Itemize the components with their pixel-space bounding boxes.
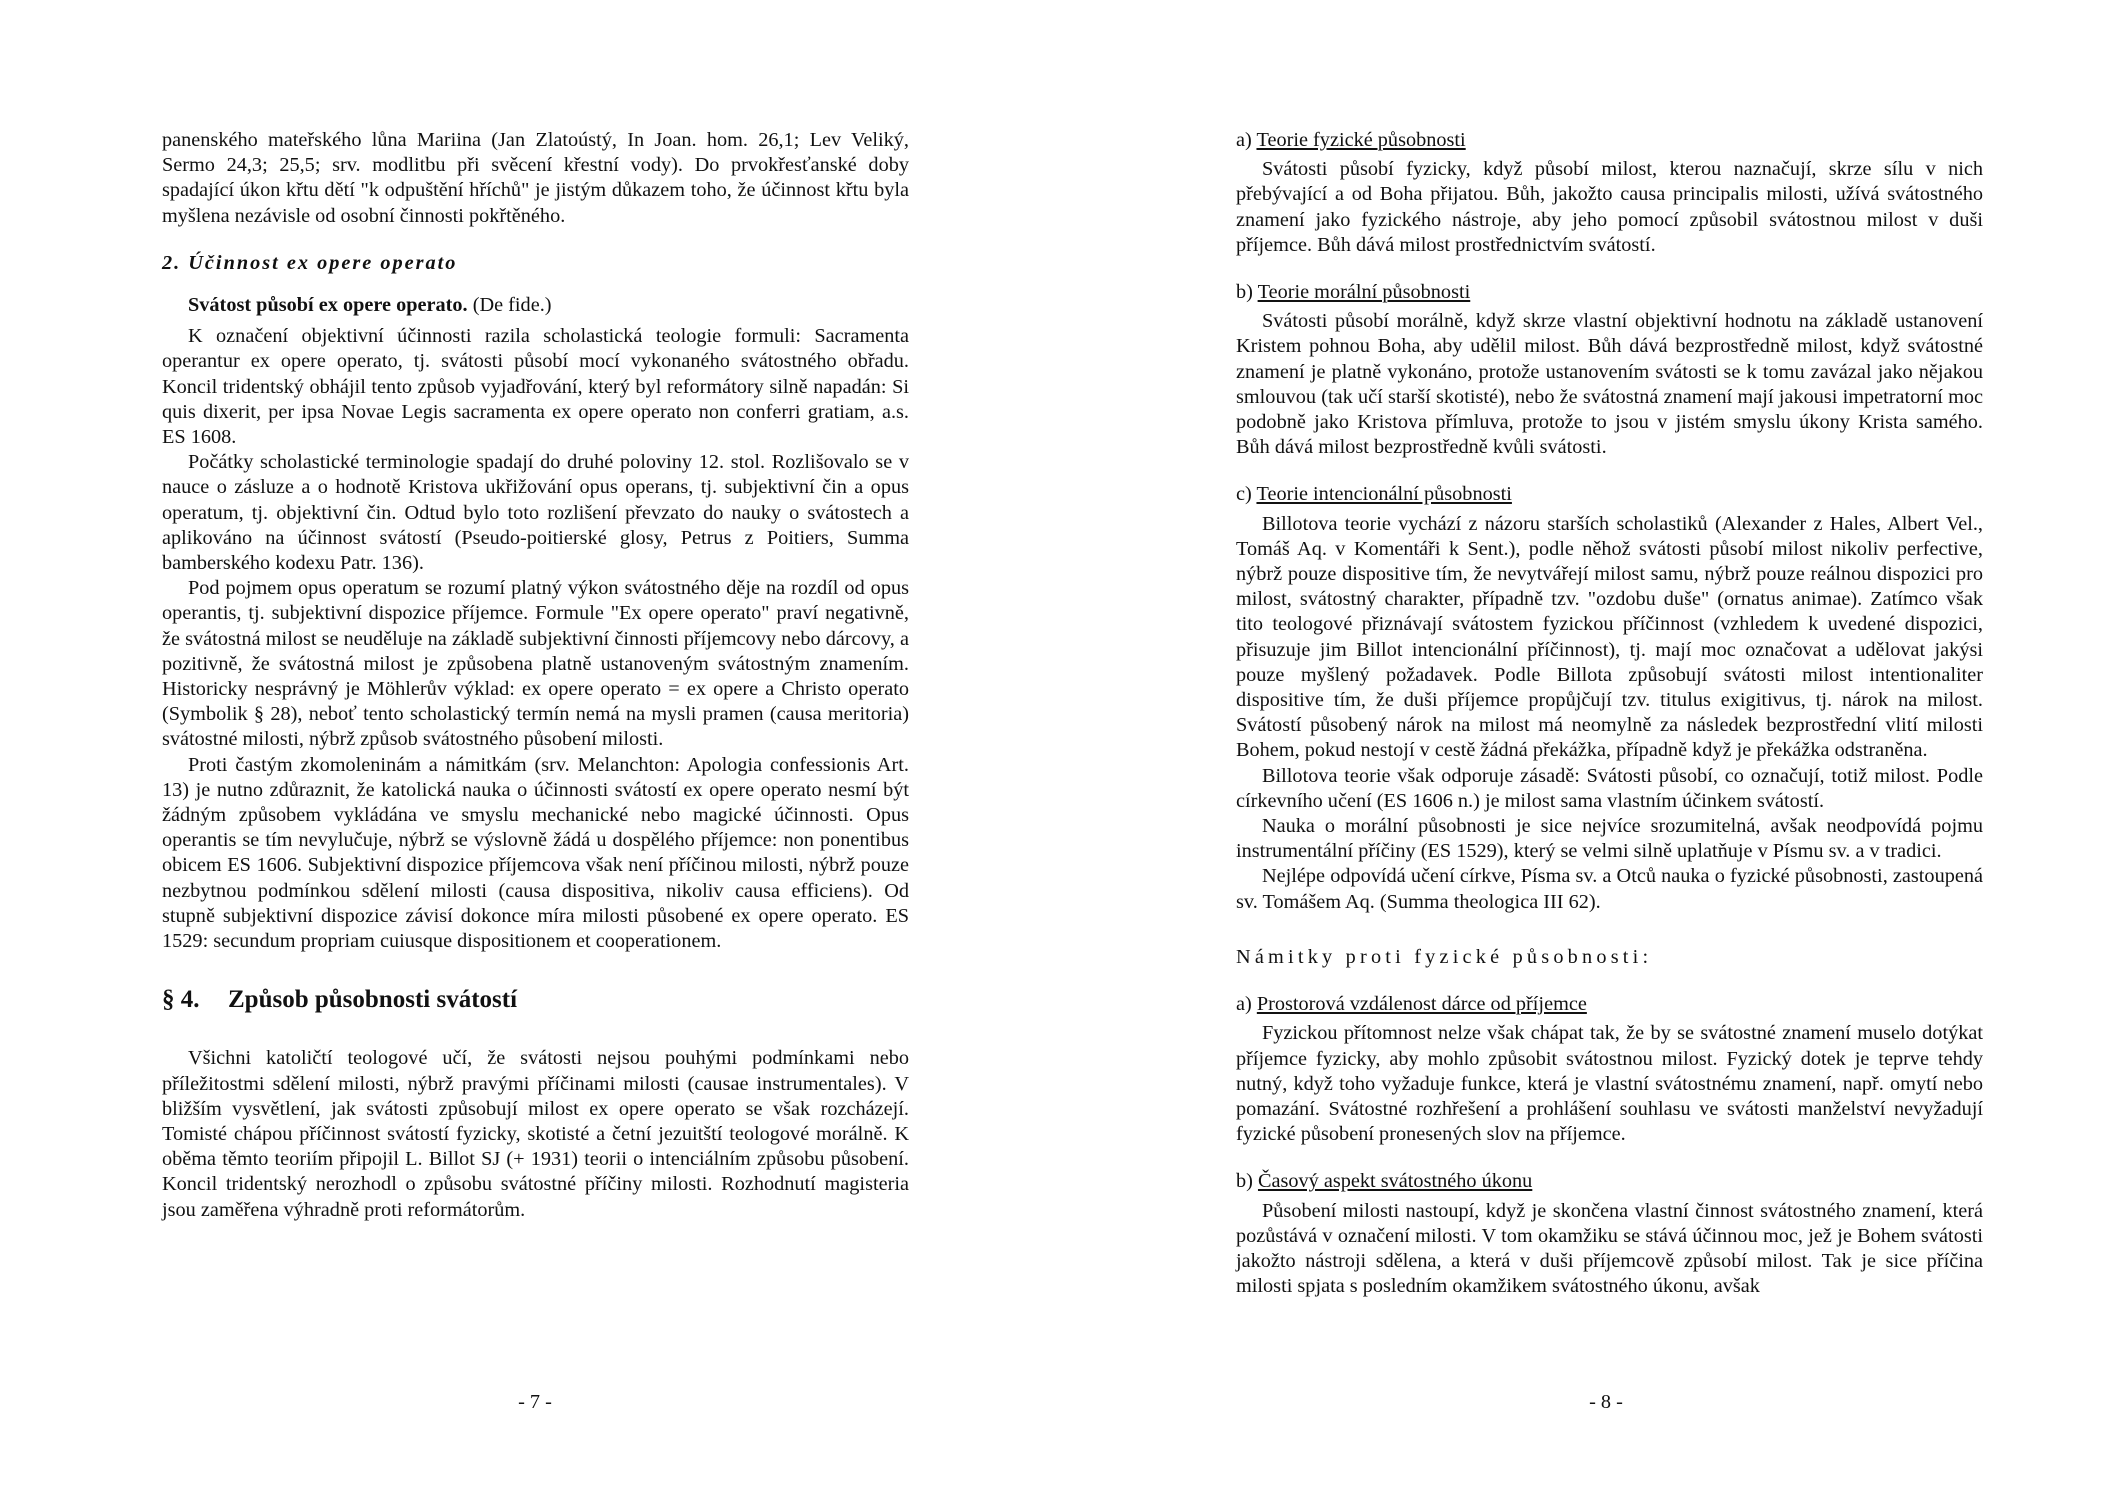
theory-b-heading xyxy=(1236,280,1983,305)
objection-b-heading xyxy=(1236,1169,1983,1194)
paragraph: Počátky scholastické terminologie spadají do druhé poloviny 12. stol. Rozlišovalo se v nauce o zásluze a o hodnotě Kristova ukřižování opus operans, tj. subjektivní čin a opus operatum, tj. objektivní čin. Odtud bylo toto rozlišení převzato do nauky o svátostech a aplikováno na účinnost svátostí (Pseudo-poitierské glosy, Petrus z Poitiers, Summa bamberského kodexu Patr. 136). xyxy=(162,451,909,575)
paragraph: Pod pojmem opus operatum se rozumí platný výkon svátostného děje na rozdíl od opus operantis, tj. subjektivní dispozice příjemce. Formule "Ex opere operato" praví negativně, že svátostná milost se neuděluje na základě subjektivní činnosti příjemcovy nebo dárcovy, a pozitivně, že svátostná milost je způsobena platně ustanoveným svátostným znamením. Historicky nesprávný je Möhlerův výklad: ex opere operato = ex opere a Christo operato (Symbolik § 28), neboť tento scholastický termín nemá na mysli pramen (causa meritoria) svátostné milosti, nýbrž způsob svátostného působení milosti. xyxy=(162,577,909,751)
paragraph: Nauka o morální působnosti je sice nejvíce srozumitelná, avšak neodpovídá pojmu instrumentální příčiny (ES 1529), který se velmi silně uplatňuje v Písmu sv. a v tradici. xyxy=(1236,815,1983,863)
page-right xyxy=(1061,0,2122,1501)
item-label: a) xyxy=(1236,993,1257,1016)
paragraph: Billotova teorie vychází z názoru starších scholastiků (Alexander z Hales, Albert Vel., Tomáš Aq. v Komentáři k Sent.), podle něhož svátosti působí milost nikoliv perfective, nýbrž pouze dispositive tím, že nevytvářejí milost samu, nýbrž pouze reálnou dispozici pro milost, svátostný charakter, případně tzv. "ozdobu duše" (ornatus animae). Zatímco však tito teologové přiznávají svátostem fyzickou příčinnost (vzhledem k uvedené dispozici, přisuzuje jim Billot intencionální příčinnost), tj. mají moc označovat a udělovat jakýsi pouze myšlený požadavek. Podle Billota způsobují svátosti milost intentionaliter dispositive tím, že duši příjemce propůjčují tzv. titulus exigitivus, tj. nárok na milost. Svátostí působený nárok na milost má neomylně za následek bezprostřední vlití milosti Bohem, pokud nestojí v cestě žádná překážka, případně když je překážka odstraněna. xyxy=(1236,512,1983,762)
item-label: a) xyxy=(1236,129,1257,151)
paragraph: Proti častým zkomoleninám a námitkám (srv. Melanchton: Apologia confessionis Art. 13) je nutno zdůraznit, že katolická nauka o účinnosti svátostí ex opere operato nesmí být žádným způsobem vykládána ve smyslu mechanické nebo magické účinnosti. Opus operantis se tím nevylučuje, nýbrž se výslovně žádá u dospělého příjemce: non ponentibus obicem ES 1606. Subjektivní dispozice příjemcova však není příčinou milosti, nýbrž pouze nezbytnou podmínkou sdělení milosti (causa dispositiva, nikoliv causa efficiens). Od stupně subjektivní dispozice závisí dokonce míra milosti působené ex opere operato. ES 1529: secundum propriam cuiusque dispositionem et cooperationem. xyxy=(162,753,909,953)
item-title: Teorie morální působnosti xyxy=(1257,281,1471,304)
section-title: Způsob působnosti svátostí xyxy=(228,986,518,1014)
page-number: - 7 - xyxy=(518,1391,552,1413)
paragraph: Fyzickou přítomnost nelze však chápat tak, že by se svátostné znamení muselo dotýkat příjemce fyzicky, aby mohlo způsobit svátostnou milost. Fyzický dotek je teprve tehdy nutný, když toho vyžaduje funkce, která je vlastní svátostnému znamení, např. omytí nebo pomazání. Svátostné rozhřešení a prohlášení souhlasu ve svátosti manželství nevyžadují fyzické působení pronesených slov na příjemce. xyxy=(1236,1022,1983,1146)
item-title: Teorie fyzické působnosti xyxy=(1256,129,1466,151)
thesis-text: Svátost působí ex opere operato. xyxy=(188,294,468,317)
objections-heading: Námitky proti fyzické působnosti: xyxy=(1236,945,1653,968)
section-number: § 4. xyxy=(162,986,200,1014)
paragraph: Všichni katoličtí teologové učí, že svátosti nejsou pouhými podmínkami nebo příležitostmi sdělení milosti, nýbrž pravými příčinami milosti (causae instrumentales). V bližším vysvětlení, jak svátosti způsobují milost ex opere operato se však rozcházejí. Tomisté chápou příčinnost svátostí fyzicky, skotisté a četní jezuitští teologové morálně. K oběma těmto teoriím připojil L. Billot SJ (+ 1931) teorii o intenciálním způsobu působení. Koncil tridentský nerozhodl o způsobu svátostné příčiny milosti. Rozhodnutí magisteria jsou zaměřena výhradně proti reformátorům. xyxy=(162,1047,909,1221)
section-heading xyxy=(162,984,909,1016)
objection-a-heading xyxy=(1236,992,1983,1017)
item-label: c) xyxy=(1236,483,1257,506)
paragraph: Svátosti působí fyzicky, když působí milost, kterou naznačují, skrze sílu v nich přebývající a od Boha přijatou. Bůh, jakožto causa principalis milosti, užívá svátostného znamení jako fyzického nástroje, aby jeho pomocí způsobil svátostnou milost v duši příjemce. Bůh dává milost prostřednictvím svátostí. xyxy=(1236,158,1983,256)
thesis-note: (De fide.) xyxy=(467,294,552,317)
subsection-heading: 2. Účinnost ex opere operato xyxy=(162,251,458,274)
item-title: Teorie intencionální působnosti xyxy=(1256,483,1512,506)
item-title: Prostorová vzdálenost dárce od příjemce xyxy=(1256,993,1587,1016)
paragraph-continuation: panenského mateřského lůna Mariina (Jan Zlatoústý, In Joan. hom. 26,1; Lev Veliký, Sermo 24,3; 25,5; srv. modlitbu při svěcení křestní vody). Do prvokřesťanské doby spadající úkon křtu dětí "k odpuštění hříchů" je jistým důkazem toho, že účinnost křtu byla myšlena nezávisle od osobní činnosti pokřtěného. xyxy=(162,129,909,227)
item-title: Časový aspekt svátostného úkonu xyxy=(1257,1170,1533,1193)
paragraph: Nejlépe odpovídá učení církve, Písma sv. a Otců nauka o fyzické působnosti, zastoupená sv. Tomášem Aq. (Summa theologica III 62). xyxy=(1236,865,1983,913)
theory-a-heading xyxy=(1236,128,1983,153)
thesis-line xyxy=(162,293,909,318)
text-column-right xyxy=(1236,128,1983,1299)
text-column-left xyxy=(162,128,909,1223)
item-label: b) xyxy=(1236,281,1258,304)
paragraph: K označení objektivní účinnosti razila scholastická teologie formuli: Sacramenta operantur ex opere operato, tj. svátosti působí mocí vykonaného svátostného obřadu. Koncil tridentský obhájil tento způsob vyjadřování, který byl reformátory silně napadán: Si quis dixerit, per ipsa Novae Legis sacramenta ex opere operato non conferri gratiam, a.s. ES 1608. xyxy=(162,325,909,449)
item-label: b) xyxy=(1236,1170,1258,1193)
theory-c-heading xyxy=(1236,482,1983,507)
paragraph: Působení milosti nastoupí, když je skončena vlastní činnost svátostného znamení, která pozůstává v označení milosti. V tom okamžiku se stává účinnou moc, jež je Bohem svátosti jakožto nástroji sdělena, a která v duši příjemcově způsobí milost. Tak je sice příčina milosti spjata s posledním okamžikem svátostného úkonu, avšak xyxy=(1236,1199,1983,1298)
page-number: - 8 - xyxy=(1589,1391,1623,1413)
paragraph: Svátosti působí morálně, když skrze vlastní objektivní hodnotu na základě ustanovení Kristem pohnou Boha, aby udělil milost. Bůh dává bezprostředně milost, když svátostné znamení je platně vykonáno, protože ustanovením svátosti se k tomu zavázal jako nějakou smlouvou (tak učí starší skotisté), nebo že svátostná znamení mají jakousi impetratorní moc podobně jako Kristova přímluva, protože to jsou v jistém smyslu úkony Krista samého. Bůh dává milost bezprostředně kvůli svátosti. xyxy=(1236,310,1983,459)
paragraph: Billotova teorie však odporuje zásadě: Svátosti působí, co označují, totiž milost. Podle církevního učení (ES 1606 n.) je milost sama vlastním účinkem svátostí. xyxy=(1236,764,1983,812)
